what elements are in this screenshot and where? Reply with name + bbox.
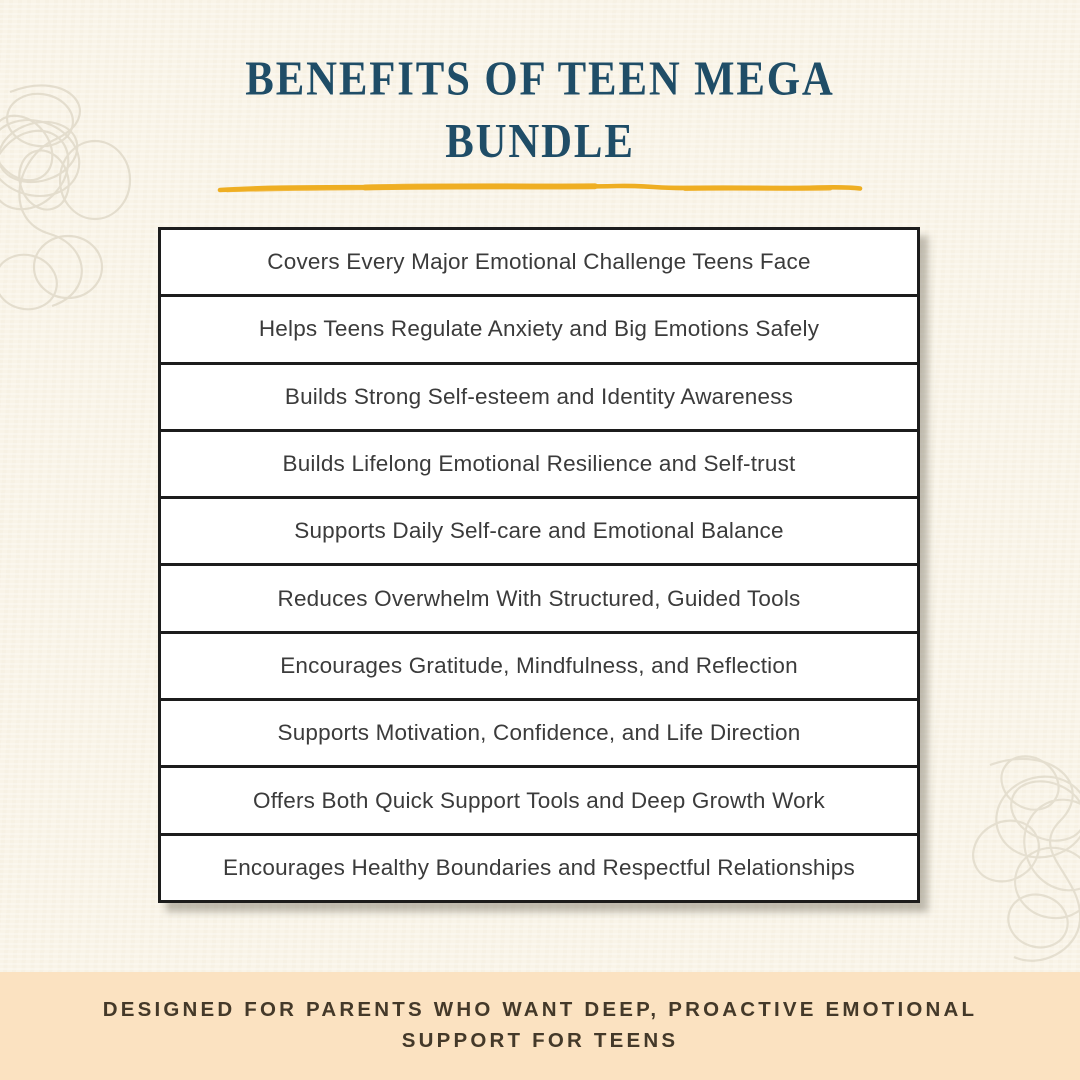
benefit-text: Builds Strong Self-esteem and Identity Awareness bbox=[284, 383, 794, 409]
benefit-text: Supports Motivation, Confidence, and Life Direction bbox=[277, 720, 801, 746]
benefit-text: Supports Daily Self-care and Emotional Balance bbox=[294, 518, 784, 544]
footer-text: DESIGNED FOR PARENTS WHO WANT DEEP, PROACTIVE EMOTIONAL SUPPORT FOR TEENS bbox=[102, 998, 978, 1052]
table-row bbox=[161, 230, 917, 297]
table-row bbox=[161, 297, 917, 364]
table-row bbox=[161, 836, 917, 900]
benefit-text: Offers Both Quick Support Tools and Deep Growth Work bbox=[253, 787, 825, 813]
table-row bbox=[161, 365, 917, 432]
benefit-text: Covers Every Major Emotional Challenge Teens Face bbox=[267, 249, 811, 275]
table-row bbox=[161, 701, 917, 768]
benefit-text: Encourages Healthy Boundaries and Respectful Relationships bbox=[223, 854, 855, 880]
table-row bbox=[161, 499, 917, 566]
benefit-text: Reduces Overwhelm With Structured, Guided Tools bbox=[277, 585, 801, 611]
benefit-text: Helps Teens Regulate Anxiety and Big Emotions Safely bbox=[258, 316, 820, 342]
title-underline-icon bbox=[215, 178, 865, 196]
table-row bbox=[161, 768, 917, 835]
header bbox=[0, 48, 1080, 166]
table-row bbox=[161, 566, 917, 633]
table-row bbox=[161, 432, 917, 499]
benefit-text: Builds Lifelong Emotional Resilience and Self-trust bbox=[282, 451, 796, 477]
scribble-doodle-icon bbox=[930, 725, 1080, 985]
benefit-text: Encourages Gratitude, Mindfulness, and Reflection bbox=[280, 652, 798, 678]
benefits-table bbox=[158, 227, 920, 903]
page-title: BENEFITS OF TEEN MEGA BUNDLE bbox=[245, 51, 835, 168]
footer-banner bbox=[0, 972, 1080, 1080]
table-row bbox=[161, 634, 917, 701]
